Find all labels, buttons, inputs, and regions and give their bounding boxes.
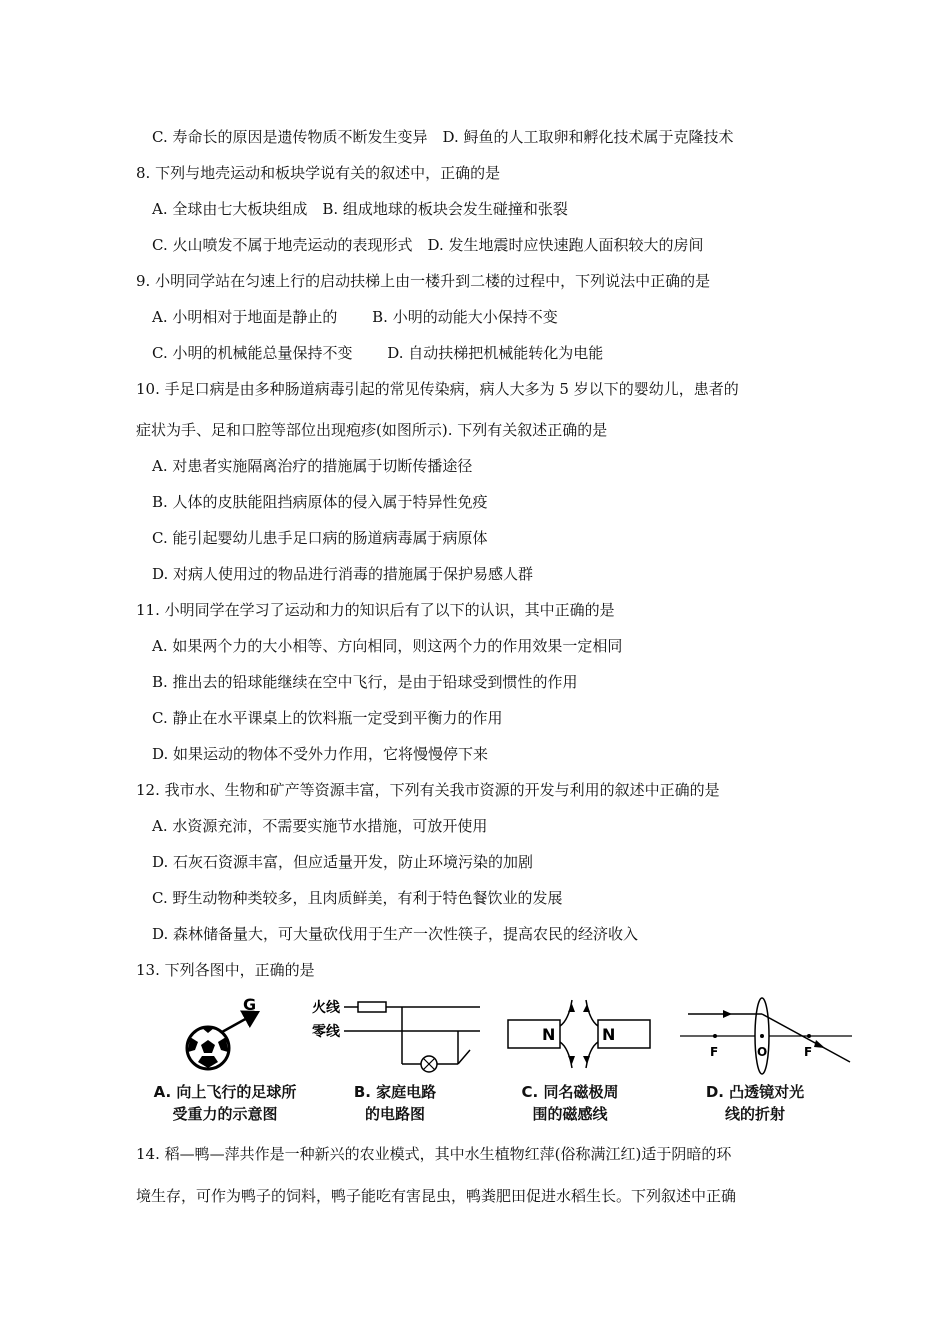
q11-option-c: C. 静止在水平课桌上的饮料瓶一定受到平衡力的作用 [152, 709, 503, 727]
caption-d-line1: D. 凸透镜对光 [705, 1083, 805, 1101]
pole-n-left: N [542, 1025, 556, 1044]
q9-options-cd: C. 小明的机械能总量保持不变 D. 自动扶梯把机械能转化为电能 [152, 344, 604, 362]
q11-option-b: B. 推出去的铅球能继续在空中飞行，是由于铅球受到惯性的作用 [152, 673, 578, 691]
q13-figure-svg [140, 990, 860, 1078]
soccer-ball-icon [187, 1027, 229, 1069]
field-lines [560, 1000, 598, 1068]
q8-stem: 8. 下列与地壳运动和板块学说有关的叙述中，正确的是 [136, 164, 501, 182]
q12-option-b: D. 石灰石资源丰富，但应适量开发，防止环境污染的加剧 [152, 853, 534, 871]
caption-c-line1: C. 同名磁极周 [521, 1083, 619, 1101]
caption-d-line2: 线的折射 [724, 1105, 785, 1123]
q8-options-cd: C. 火山喷发不属于地壳运动的表现形式 D. 发生地震时应快速跑人面积较大的房间 [152, 236, 704, 254]
caption-a-line1: A. 向上飞行的足球所 [153, 1083, 297, 1101]
q12-option-c: C. 野生动物种类较多，且肉质鲜美，有利于特色餐饮业的发展 [152, 889, 563, 907]
caption-a-line2: 受重力的示意图 [172, 1105, 278, 1123]
q10-stem-2: 症状为手、足和口腔等部位出现疱疹(如图所示). 下列有关叙述正确的是 [136, 421, 608, 439]
q12-option-a: A. 水资源充沛，不需要实施节水措施，可放开使用 [152, 817, 488, 835]
switch [458, 1050, 470, 1064]
q14-stem-2: 境生存，可作为鸭子的饲料，鸭子能吃有害昆虫，鸭粪肥田促进水稻生长。下列叙述中正确 [136, 1187, 737, 1205]
q13-figure [140, 990, 860, 1130]
focus-left-label: F [710, 1045, 719, 1059]
caption-b-line1: B. 家庭电路 [353, 1083, 437, 1101]
q11-stem: 11. 小明同学在学习了运动和力的知识后有了以下的认识，其中正确的是 [136, 601, 615, 619]
gravity-arrow [222, 1012, 258, 1032]
label-g: G [243, 995, 257, 1014]
caption-c-line2: 围的磁感线 [532, 1105, 608, 1123]
fuse [358, 1002, 386, 1012]
lamp-icon [421, 1056, 437, 1072]
q8-options-ab: A. 全球由七大板块组成 B. 组成地球的板块会发生碰撞和张裂 [152, 200, 568, 218]
q12-stem: 12. 我市水、生物和矿产等资源丰富，下列有关我市资源的开发与利用的叙述中正确的是 [136, 781, 720, 799]
focus-right-label: F [804, 1045, 813, 1059]
q10-option-a: A. 对患者实施隔离治疗的措施属于切断传播途径 [152, 457, 473, 475]
q11-option-a: A. 如果两个力的大小相等、方向相同，则这两个力的作用效果一定相同 [152, 637, 623, 655]
caption-b-line2: 的电路图 [364, 1105, 425, 1123]
pole-n-right: N [602, 1025, 616, 1044]
q9-stem: 9. 小明同学站在匀速上行的启动扶梯上由一楼升到二楼的过程中，下列说法中正确的是 [136, 272, 711, 290]
q10-option-c: C. 能引起婴幼儿患手足口病的肠道病毒属于病原体 [152, 529, 488, 547]
q7-options-cd: C. 寿命长的原因是遗传物质不断发生变异 D. 鲟鱼的人工取卵和孵化技术属于克隆技术 [152, 128, 734, 146]
q10-stem-1: 10. 手足口病是由多种肠道病毒引起的常见传染病，病人大多为 5 岁以下的婴幼儿，患者的 [136, 380, 739, 398]
q13-stem: 13. 下列各图中，正确的是 [136, 961, 315, 979]
lens-center-label: O [757, 1045, 768, 1059]
q10-option-b: B. 人体的皮肤能阻挡病原体的侵入属于特异性免疫 [152, 493, 488, 511]
neutral-wire-label: 零线 [312, 1024, 340, 1040]
q14-stem-1: 14. 稻—鸭—萍共作是一种新兴的农业模式，其中水生植物红萍(俗称满江红)适于阴暗的环 [136, 1145, 732, 1163]
q9-options-ab: A. 小明相对于地面是静止的 B. 小明的动能大小保持不变 [152, 308, 558, 326]
q11-option-d: D. 如果运动的物体不受外力作用，它将慢慢停下来 [152, 745, 489, 763]
q10-option-d: D. 对病人使用过的物品进行消毒的措施属于保护易感人群 [152, 565, 534, 583]
q12-option-d: D. 森林储备量大，可大量砍伐用于生产一次性筷子，提高农民的经济收入 [152, 925, 639, 943]
live-wire-label: 火线 [312, 1000, 340, 1016]
